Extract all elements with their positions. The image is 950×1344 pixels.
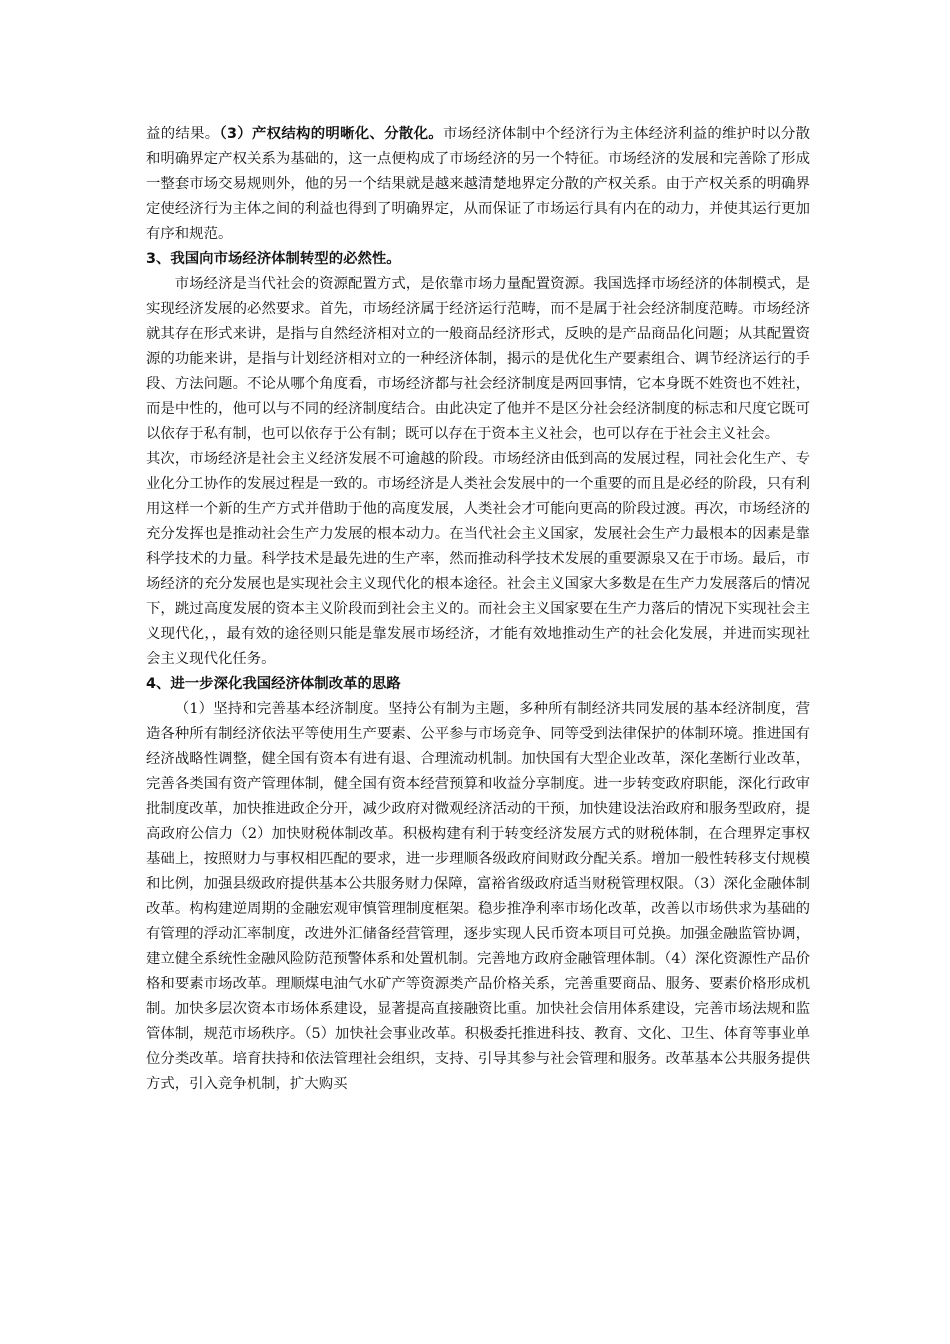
section-3-paragraph-2: 其次，市场经济是社会主义经济发展不可逾越的阶段。市场经济由低到高的发展过程，同社会化生产、专业化分工协作的发展过程是一致的。市场经济是人类社会发展中的一个重要的而且是必经的阶段，只有利用这样一个新的生产方式并借助于他的高度发展，人类社会才可能向更高的阶段过渡。再次，市场经济的充分发挥也是推动社会生产力发展的根本动力。在当代社会主义国家，发展社会生产力最根本的因素是靠科学技术的力量。科学技术是最先进的生产率，然而推动科学技术发展的重要源泉又在于市场。最后，市场经济的充分发展也是实现社会主义现代化的根本途径。社会主义国家大多数是在生产力发展落后的情况下，跳过高度发展的资本主义阶段而到社会主义的。而社会主义国家要在生产力落后的情况下实现社会主义现代化，，最有效的途径则只能是靠发展市场经济，才能有效地推动生产的社会化发展，并进而实现社会主义现代化任务。: [146, 451, 810, 667]
intro-paragraph: [146, 122, 810, 247]
section-3-heading: 3、我国向市场经济体制转型的必然性。: [146, 251, 401, 267]
intro-bold-phrase: （3）产权结构的明晰化、分散化。: [219, 126, 443, 142]
document-page: [146, 122, 810, 1097]
intro-text-start: 益的结果。: [146, 126, 220, 142]
section-4-paragraph-1: （1）坚持和完善基本经济制度。坚持公有制为主题，多种所有制经济共同发展的基本经济制度，营造各种所有制经济依法平等使用生产要素、公平参与市场竞争、同等受到法律保护的体制环境。推进国有经济战略性调整，健全国有资本有进有退、合理流动机制。加快国有大型企业改革，深化垄断行业改革，完善各类国有资产管理体制，健全国有资本经营预算和收益分享制度。进一步转变政府职能，深化行政审批制度改革，加快推进政企分开，减少政府对微观经济活动的干预，加快建设法治政府和服务型政府，提高政府公信力（2）加快财税体制改革。积极构建有利于转变经济发展方式的财税体制，在合理界定事权基础上，按照财力与事权相匹配的要求，进一步理顺各级政府间财政分配关系。增加一般性转移支付规模和比例，加强县级政府提供基本公共服务财力保障，富裕省级政府适当财税管理权限。（3）深化金融体制改革。构构建逆周期的金融宏观审慎管理制度框架。稳步推净利率市场化改革，改善以市场供求为基础的有管理的浮动汇率制度，改进外汇储备经营管理，逐步实现人民币资本项目可兑换。加强金融监管协调，建立健全系统性金融风险防范预警体系和处置机制。完善地方政府金融管理体制。（4）深化资源性产品价格和要素市场改革。理顺煤电油气水矿产等资源类产品价格关系，完善重要商品、服务、要素价格形成机制。加快多层次资本市场体系建设，显著提高直接融资比重。加快社会信用体系建设，完善市场法规和监管体制，规范市场秩序。（5）加快社会事业改革。积极委托推进科技、教育、文化、卫生、体育等事业单位分类改革。培育扶持和依法管理社会组织，支持、引导其参与社会管理和服务。改革基本公共服务提供方式，引入竞争机制，扩大购买: [146, 701, 810, 1092]
section-3-paragraph-1: 市场经济是当代社会的资源配置方式，是依靠市场力量配置资源。我国选择市场经济的体制模式，是实现经济发展的必然要求。首先，市场经济属于经济运行范畴，而不是属于社会经济制度范畴。市场经济就其存在形式来讲，是指与自然经济相对立的一般商品经济形式，反映的是产品商品化问题；从其配置资源的功能来讲，是指与计划经济相对立的一种经济体制，揭示的是优化生产要素组合、调节经济运行的手段、方法问题。不论从哪个角度看，市场经济都与社会经济制度是两回事情，它本身既不姓资也不姓社，而是中性的，他可以与不同的经济制度结合。由此决定了他并不是区分社会经济制度的标志和尺度它既可以依存于私有制，也可以依存于公有制；既可以存在于资本主义社会，也可以存在于社会主义社会。: [146, 276, 810, 442]
intro-text-rest: 市场经济体制中个经济行为主体经济利益的维护时以分散和明确界定产权关系为基础的，这一点便构成了市场经济的另一个特征。市场经济的发展和完善除了形成一整套市场交易规则外，他的另一个结果就是越来越清楚地界定分散的产权关系。由于产权关系的明确界定使经济行为主体之间的利益也得到了明确界定，从而保证了市场运行具有内在的动力，并使其运行更加有序和规范。: [146, 126, 810, 242]
section-4-heading: 4、进一步深化我国经济体制改革的思路: [146, 676, 401, 692]
